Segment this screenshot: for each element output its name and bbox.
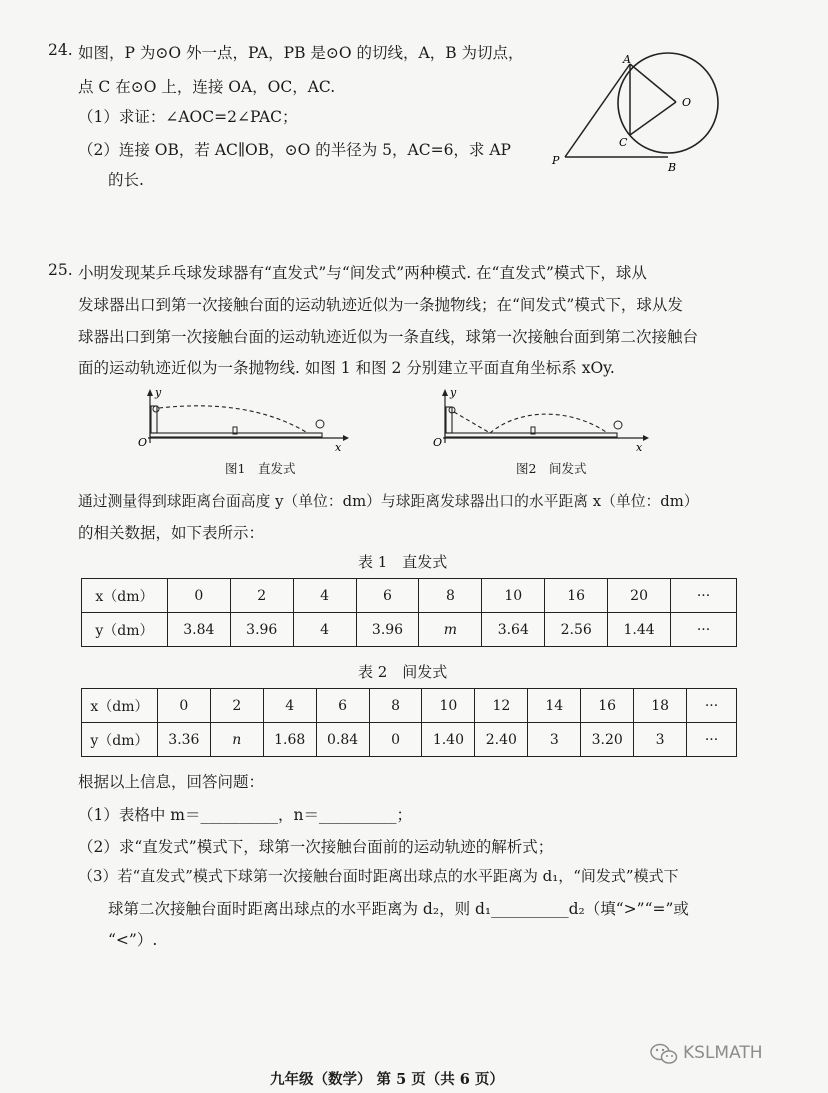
label-p: P — [552, 154, 560, 167]
table-2-title: 表 2 间发式 — [358, 663, 448, 681]
table-cell: 1.40 — [422, 723, 475, 757]
table-cell: 6 — [316, 689, 369, 723]
x-axis-arrow — [343, 435, 349, 441]
table-cell: ··· — [687, 689, 737, 723]
q25-paragraph-2: 发球器出口到第一次接触台面的运动轨迹近似为一条抛物线；在“间发式”模式下，球从发 — [78, 296, 683, 314]
q25-answer-2: （2）求“直发式”模式下，球第一次接触台面前的运动轨迹的解析式； — [78, 838, 554, 856]
table-cell: ··· — [671, 579, 737, 613]
table-cell: 3.96 — [356, 613, 419, 647]
q25-paragraph-1: 小明发现某乒乓球发球器有“直发式”与“间发式”两种模式. 在“直发式”模式下，球从 — [78, 264, 647, 282]
label-a: A — [623, 53, 631, 66]
table-cell: 3.96 — [230, 613, 293, 647]
fig1-origin-label: O — [138, 436, 148, 449]
table-cell: 8 — [419, 579, 482, 613]
table-2-bounce-mode — [81, 688, 737, 757]
table-1-x-row — [82, 579, 737, 613]
segment-oa — [630, 64, 676, 102]
label-b: B — [668, 161, 677, 174]
q25-number: 25. — [48, 261, 73, 279]
wechat-icon — [650, 1042, 678, 1066]
table-cell: 0 — [167, 579, 230, 613]
trajectory-line — [454, 412, 490, 433]
table-cell: n — [210, 723, 263, 757]
table-cell: 3.36 — [157, 723, 210, 757]
table-cell: 10 — [482, 579, 545, 613]
q24-geometry-figure — [545, 50, 725, 180]
q25-ask: 根据以上信息，回答问题： — [78, 773, 265, 791]
q25-measure-text-1: 通过测量得到球距离台面高度 y（单位：dm）与球距离发球器出口的水平距离 x（单位：dm） — [78, 493, 699, 510]
y-axis-arrow — [442, 389, 448, 396]
q25-answer-1: （1）表格中 m＝__________，n＝__________； — [78, 806, 412, 824]
q24-part1: （1）求证：∠AOC=2∠PAC； — [78, 108, 298, 126]
table-cell: 10 — [422, 689, 475, 723]
trajectory-parabola — [490, 414, 606, 433]
fig2-origin-label: O — [433, 436, 443, 449]
table-cell: 0 — [157, 689, 210, 723]
figure-2-caption: 图2 间发式 — [516, 461, 587, 476]
table-2-y-header: y（dm） — [82, 723, 158, 757]
circle-o — [618, 53, 718, 153]
figure-2-bounce-mode — [430, 388, 650, 453]
ball-end — [614, 421, 622, 429]
fig1-y-label: y — [155, 388, 162, 399]
table-cell: ··· — [671, 613, 737, 647]
table-cell: 2.40 — [475, 723, 528, 757]
segment-oc — [630, 102, 676, 135]
watermark-text: KSLMATH — [683, 1043, 763, 1063]
fig2-x-label: x — [636, 441, 643, 453]
table-cell: ··· — [687, 723, 737, 757]
table-cell: 4 — [293, 579, 356, 613]
fig1-x-label: x — [335, 441, 342, 453]
table-2-x-row — [82, 689, 737, 723]
figure-1-direct-mode — [135, 388, 350, 453]
figure-1-caption: 图1 直发式 — [225, 461, 296, 476]
table-cell: 14 — [528, 689, 581, 723]
q24-part2: （2）连接 OB，若 AC∥OB，⊙O 的半径为 5，AC=6，求 AP — [78, 141, 511, 159]
table-cell: 8 — [369, 689, 422, 723]
page-footer: 九年级（数学） 第 5 页（共 6 页） — [270, 1071, 504, 1088]
table-1-title: 表 1 直发式 — [358, 553, 448, 571]
ball-start — [153, 406, 159, 412]
table-1-x-header: x（dm） — [82, 579, 168, 613]
table-cell: 18 — [634, 689, 687, 723]
table-cell: 2.56 — [545, 613, 608, 647]
table-cell: 4 — [263, 689, 316, 723]
table-cell: 3 — [528, 723, 581, 757]
table-cell: 12 — [475, 689, 528, 723]
table-cell: 20 — [608, 579, 671, 613]
q24-part2b: 的长. — [108, 171, 144, 189]
table-cell: 6 — [356, 579, 419, 613]
table-cell: 3.84 — [167, 613, 230, 647]
q25-paragraph-4: 面的运动轨迹近似为一条抛物线. 如图 1 和图 2 分别建立平面直角坐标系 xOy. — [78, 359, 615, 377]
q25-answer-3b: 球第二次接触台面时距离出球点的水平距离为 d₂，则 d₁__________d₂（填“>”“=”或 — [108, 900, 689, 918]
table-2-x-header: x（dm） — [82, 689, 158, 723]
launcher — [151, 406, 157, 433]
table-cell: 3 — [634, 723, 687, 757]
x-axis-arrow — [643, 435, 649, 441]
table-cell: 16 — [581, 689, 634, 723]
table-cell: 4 — [293, 613, 356, 647]
table-cell: 0 — [369, 723, 422, 757]
table-cell: m — [419, 613, 482, 647]
table-cell: 2 — [210, 689, 263, 723]
fig2-y-label: y — [450, 388, 457, 399]
q25-answer-3: （3）若“直发式”模式下球第一次接触台面时距离出球点的水平距离为 d₁，“间发式”模式下 — [78, 867, 679, 885]
table-cell: 1.44 — [608, 613, 671, 647]
table-cell: 3.64 — [482, 613, 545, 647]
table-cell: 0.84 — [316, 723, 369, 757]
label-c: C — [619, 136, 628, 149]
table-cell: 16 — [545, 579, 608, 613]
q24-number: 24. — [48, 41, 73, 59]
label-o: O — [682, 96, 692, 109]
table-cell: 2 — [230, 579, 293, 613]
q24-line2: 点 C 在⊙O 上，连接 OA，OC，AC. — [78, 78, 336, 96]
q25-measure-text-2: 的相关数据，如下表所示： — [78, 524, 265, 542]
table-1-y-row — [82, 613, 737, 647]
y-axis-arrow — [147, 389, 153, 396]
q25-paragraph-3: 球器出口到第一次接触台面的运动轨迹近似为一条直线，球第一次接触台面到第二次接触台 — [78, 328, 699, 346]
q25-answer-3c: “<”）. — [108, 931, 158, 949]
table-cell: 3.20 — [581, 723, 634, 757]
table-1-y-header: y（dm） — [82, 613, 168, 647]
table-1-direct-mode — [81, 578, 737, 647]
table-2-y-row — [82, 723, 737, 757]
ball-end — [316, 420, 324, 428]
q24-line1: 如图，P 为⊙O 外一点，PA，PB 是⊙O 的切线，A，B 为切点， — [78, 44, 524, 62]
table-cell: 1.68 — [263, 723, 316, 757]
